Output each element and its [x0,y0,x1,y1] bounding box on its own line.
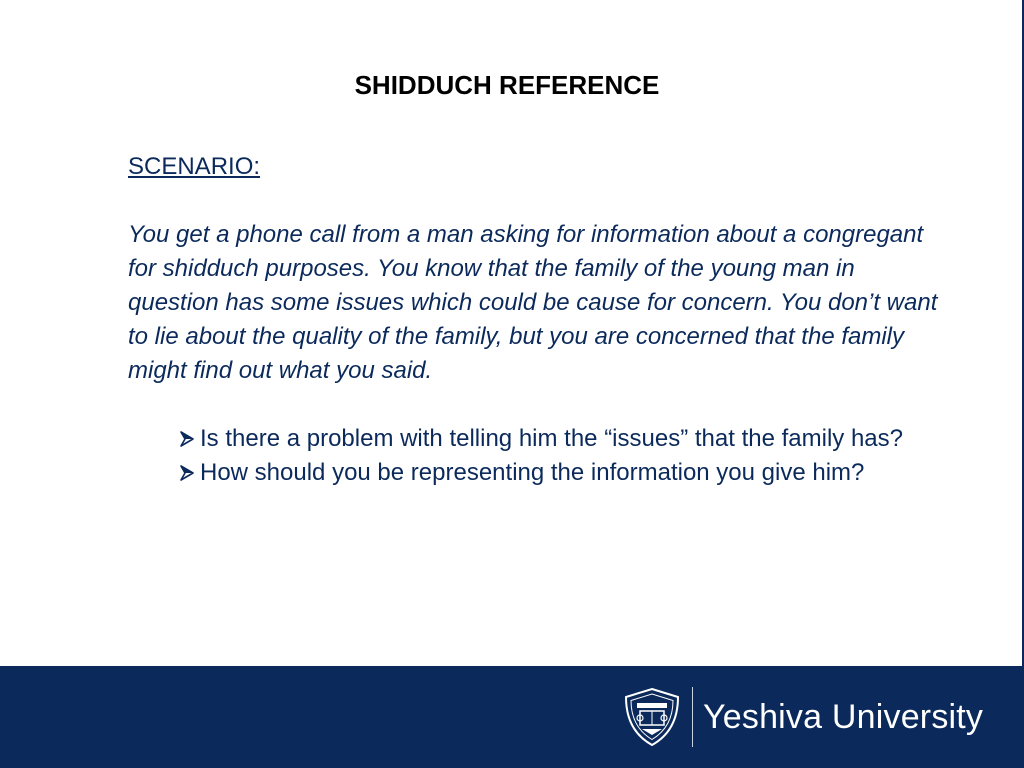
logo-divider [692,687,693,747]
arrowhead-bullet-icon [180,465,194,481]
scenario-heading: SCENARIO: [128,153,261,180]
scenario-text: You get a phone call from a man asking for information about a congregant for shidduch purposes. You know that the family of the young man in question has some issues which could be cause for concern. You don’t want to lie about the quality of the family, but you are concerned that the family might find out what you said. [128,221,938,384]
question-list [128,422,948,490]
yeshiva-university-seal-icon [620,685,684,749]
footer-bar [0,666,1024,768]
slide-content [128,150,948,490]
university-logo [620,678,983,756]
question-text: Is there a problem with telling him the “issues” that the family has? [200,425,903,452]
arrowhead-bullet-icon [180,431,194,447]
question-item [180,456,948,490]
slide-title: SHIDDUCH REFERENCE [354,70,660,100]
question-item [180,422,948,456]
university-name: Yeshiva University [703,697,984,736]
question-text: How should you be representing the information you give him? [200,459,865,486]
